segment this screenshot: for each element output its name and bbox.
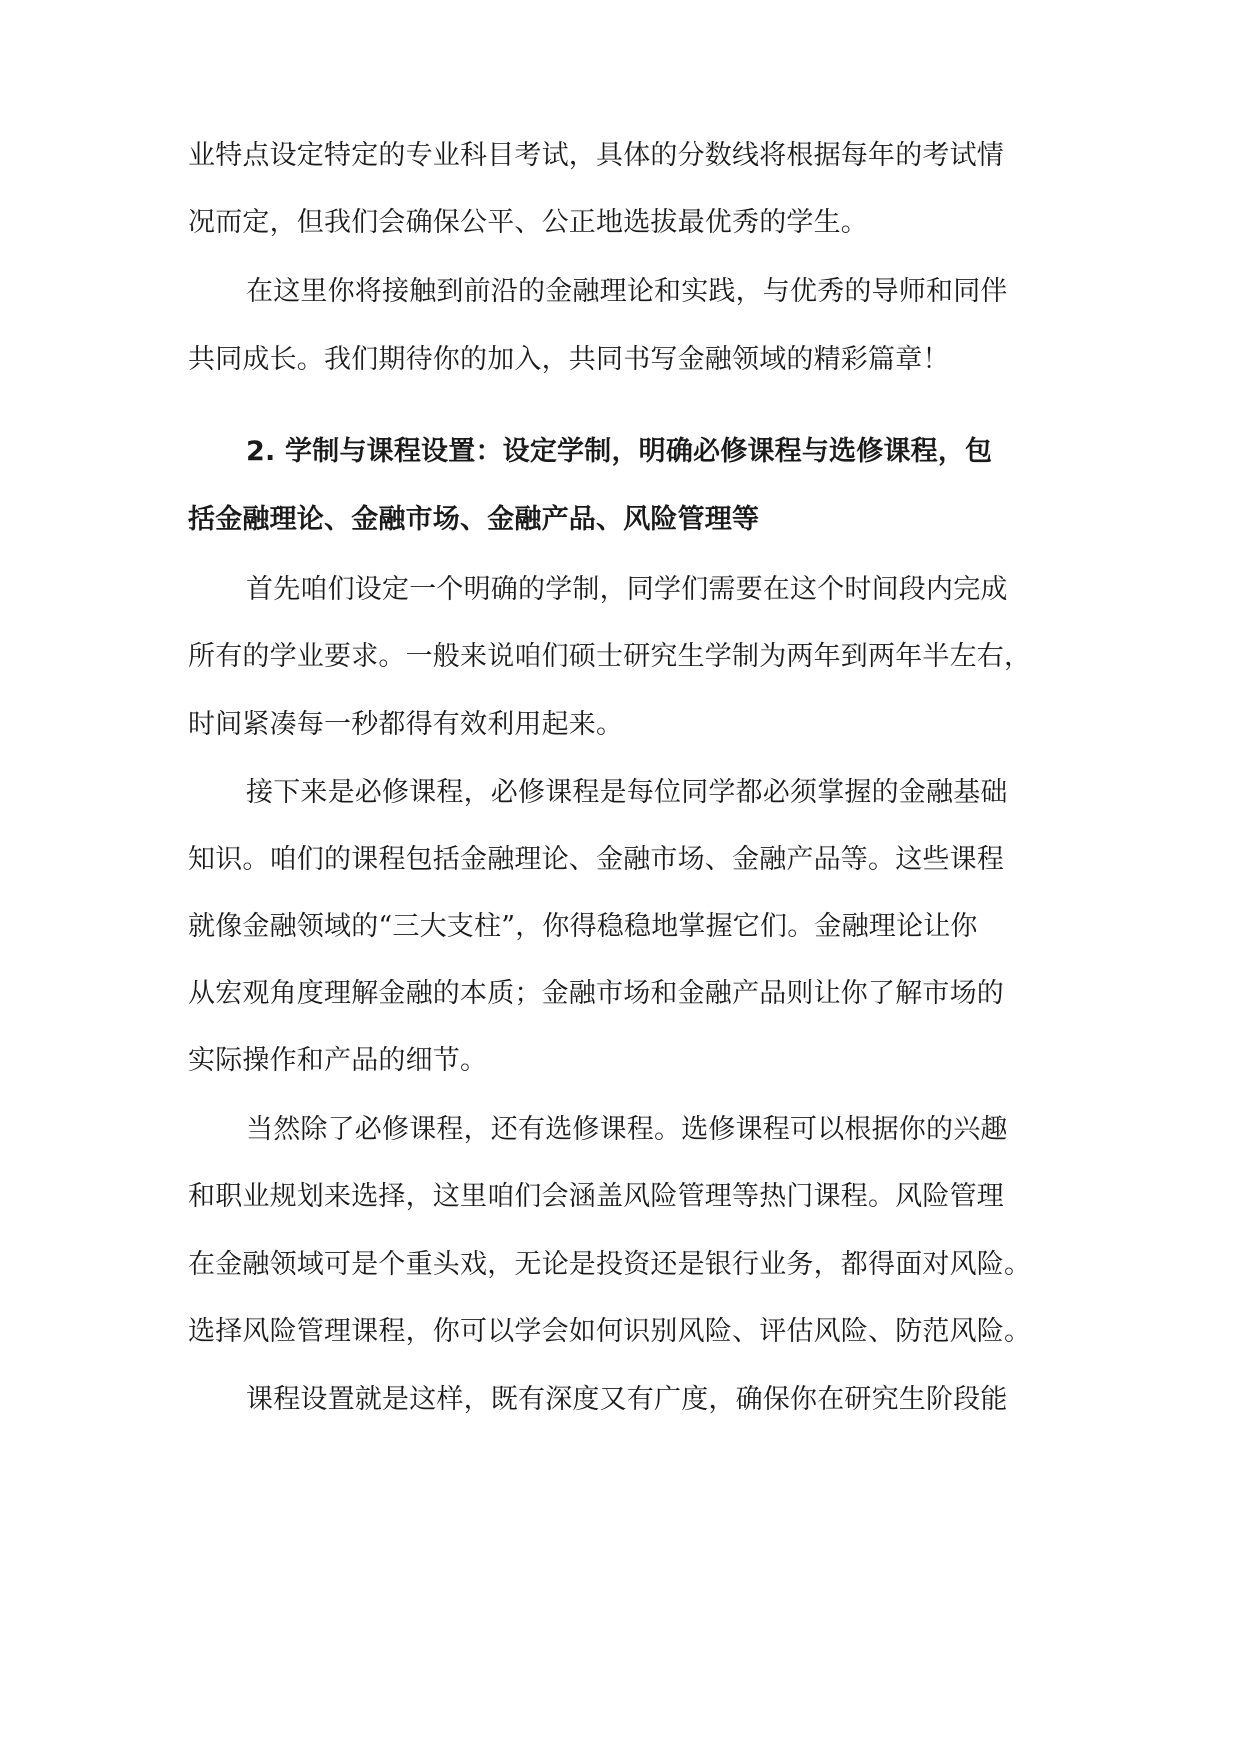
paragraph-line: 共同成长。我们期待你的加入，共同书写金融领域的精彩篇章！ [188,344,950,375]
paragraph-line: 接下来是必修课程，必修课程是每位同学都必须掌握的金融基础 [246,777,1008,808]
paragraph-line: 在这里你将接触到前沿的金融理论和实践，与优秀的导师和同伴 [246,276,1008,307]
paragraph-line: 况而定，但我们会确保公平、公正地选拔最优秀的学生。 [188,207,868,238]
paragraph-line: 当然除了必修课程，还有选修课程。选修课程可以根据你的兴趣 [246,1114,1008,1145]
paragraph-line: 就像金融领域的“三大支柱”，你得稳稳地掌握它们。金融理论让你 [188,911,978,942]
paragraph-line: 所有的学业要求。一般来说咱们硕士研究生学制为两年到两年半左右， [188,641,1032,672]
paragraph-line: 实际操作和产品的细节。 [188,1045,488,1076]
section-heading: 2. 学制与课程设置：设定学制，明确必修课程与选修课程，包 [246,436,993,467]
paragraph-line: 业特点设定特定的专业科目考试，具体的分数线将根据每年的考试情 [188,140,1004,171]
paragraph-line: 在金融领域可是个重头戏，无论是投资还是银行业务，都得面对风险。 [188,1249,1032,1280]
paragraph-line: 首先咱们设定一个明确的学制，同学们需要在这个时间段内完成 [246,574,1008,605]
paragraph-line: 从宏观角度理解金融的本质；金融市场和金融产品则让你了解市场的 [188,978,1004,1009]
paragraph-line: 选择风险管理课程，你可以学会如何识别风险、评估风险、防范风险。 [188,1316,1032,1347]
paragraph-line: 时间紧凑每一秒都得有效利用起来。 [188,709,624,740]
paragraph-line: 和职业规划来选择，这里咱们会涵盖风险管理等热门课程。风险管理 [188,1181,1004,1212]
section-heading: 括金融理论、金融市场、金融产品、风险管理等 [188,504,760,535]
paragraph-line: 课程设置就是这样，既有深度又有广度，确保你在研究生阶段能 [246,1384,1008,1415]
paragraph-line: 知识。咱们的课程包括金融理论、金融市场、金融产品等。这些课程 [188,844,1004,875]
